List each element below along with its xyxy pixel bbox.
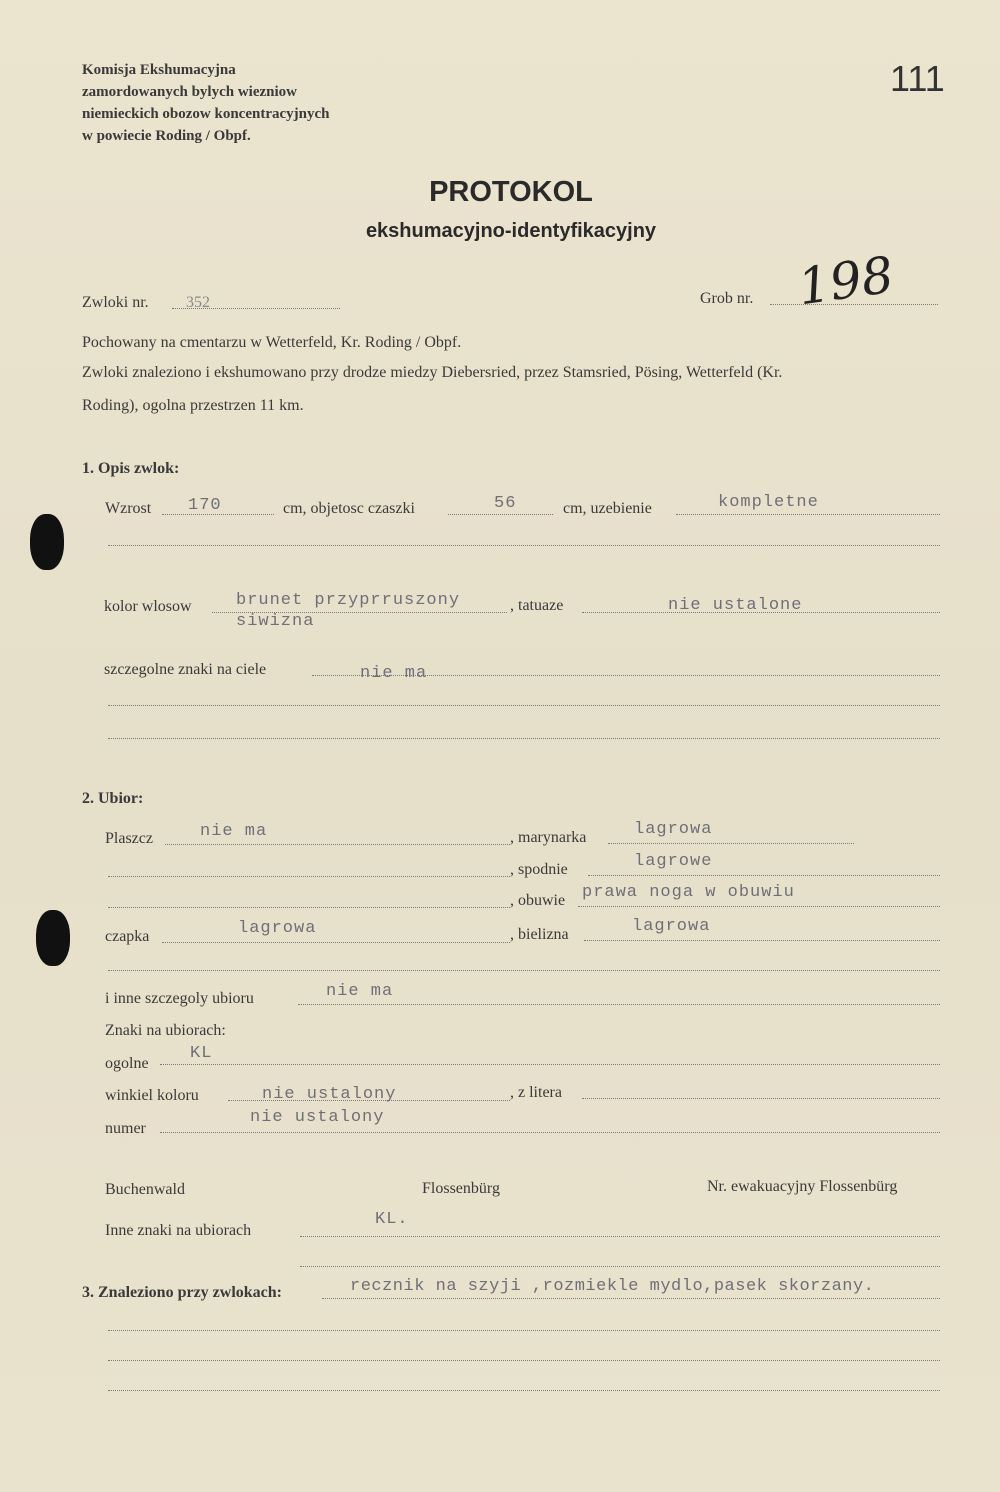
org-line-1: Komisja Ekshumacyjna [82,62,236,78]
inne-znaki-label: Inne znaki na ubiorach [105,1222,252,1239]
section3-title: 3. Znaleziono przy zwlokach: [82,1284,282,1301]
grob-label: Grob nr. [700,290,754,307]
plaszcz-line [165,844,510,845]
blank-line [108,970,940,971]
org-line-2: zamordowanych bylych wiezniow [82,84,297,100]
tatuaze-label: , tatuaze [510,597,564,614]
czaszka-line [448,514,553,515]
blank-line [300,1266,940,1267]
obuwie-line [578,906,940,907]
section3-line [322,1298,940,1299]
buchenwald-label: Buchenwald [105,1181,185,1198]
znaki-label: szczegolne znaki na ciele [104,661,267,678]
blank-line [108,1390,940,1391]
flossenburg-label: Flossenbürg [422,1180,500,1197]
czaszka-value: 56 [494,494,517,513]
page-number: 111 [890,58,945,99]
ogolne-value: KL [190,1044,213,1063]
burial-text: Pochowany na cmentarzu w Wetterfeld, Kr. Roding / Obpf. [82,334,462,351]
blank-line [108,545,940,546]
numer-line [160,1132,940,1133]
bielizna-value: lagrowa [632,917,711,936]
obuwie-label: , obuwie [510,892,566,909]
blank-line [108,876,510,877]
czapka-label: czapka [105,928,150,945]
bielizna-label: , bielizna [510,926,569,943]
blank-line [108,705,940,706]
zwloki-label: Zwloki nr. [82,294,149,311]
marynarka-line [608,843,854,844]
inne-znaki-value: KL. [375,1210,409,1229]
org-line-3: niemieckich obozow koncentracyjnych [82,106,330,122]
kolor-label: kolor wlosow [104,598,192,615]
inne-value: nie ma [326,982,394,1001]
found-text-2: Roding), ogolna przestrzen 11 km. [82,397,304,414]
czapka-value: lagrowa [238,919,317,938]
winkiel-label: winkiel koloru [105,1087,199,1104]
ogolne-line [160,1064,940,1065]
spodnie-line [588,875,940,876]
punch-hole [36,910,70,966]
obuwie-value: prawa noga w obuwiu [582,883,795,902]
page-subtitle: ekshumacyjno-identyfikacyjny [365,220,657,242]
inne-line [298,1004,940,1005]
blank-line [108,1360,940,1361]
plaszcz-label: Plaszcz [105,830,153,847]
numer-label: numer [105,1120,146,1137]
blank-line [108,1330,940,1331]
inne-znaki-line [300,1236,940,1237]
litera-label: , z litera [510,1084,562,1101]
kolor-value-1: brunet przyprruszony [236,591,461,610]
section3-value: recznik na szyji ,rozmiekle mydlo,pasek skorzany. [350,1277,875,1296]
org-line-4: w powiecie Roding / Obpf. [82,128,251,144]
found-text-1: Zwloki znaleziono i ekshumowano przy drodze miedzy Diebersried, przez Stamsried, Pösing, Wetterfeld (Kr. [82,364,783,381]
section2-title: 2. Ubior: [82,790,144,807]
punch-hole [30,514,64,570]
blank-line [108,907,510,908]
czaszka-label: cm, objetosc czaszki [283,500,415,517]
znaki-value: nie ma [360,664,428,683]
page-title: PROTOKOL [429,176,593,208]
tatuaze-value: nie ustalone [668,596,803,615]
uzebienie-label: cm, uzebienie [563,500,652,517]
bielizna-line [584,940,940,941]
litera-line [582,1098,940,1099]
grob-value-handwritten: 198 [794,245,898,317]
znaki-ubior-label: Znaki na ubiorach: [105,1022,226,1039]
uzebienie-line [676,514,940,515]
uzebienie-value: kompletne [718,493,819,512]
wzrost-label: Wzrost [105,500,152,517]
czapka-line [162,942,510,943]
nr-ewakuacyjny-label: Nr. ewakuacyjny Flossenbürg [707,1178,898,1195]
spodnie-value: lagrowe [634,852,713,871]
kolor-value-2: siwizna [236,612,315,631]
blank-line [108,738,940,739]
inne-label: i inne szczegoly ubioru [105,990,254,1007]
numer-value: nie ustalony [250,1108,385,1127]
zwloki-value: 352 [186,294,210,311]
marynarka-value: lagrowa [634,820,713,839]
plaszcz-value: nie ma [200,822,268,841]
wzrost-value: 170 [188,496,222,515]
ogolne-label: ogolne [105,1055,149,1072]
winkiel-value: nie ustalony [262,1085,397,1104]
spodnie-label: , spodnie [510,861,568,878]
marynarka-label: , marynarka [510,829,587,846]
section1-title: 1. Opis zwlok: [82,460,180,477]
